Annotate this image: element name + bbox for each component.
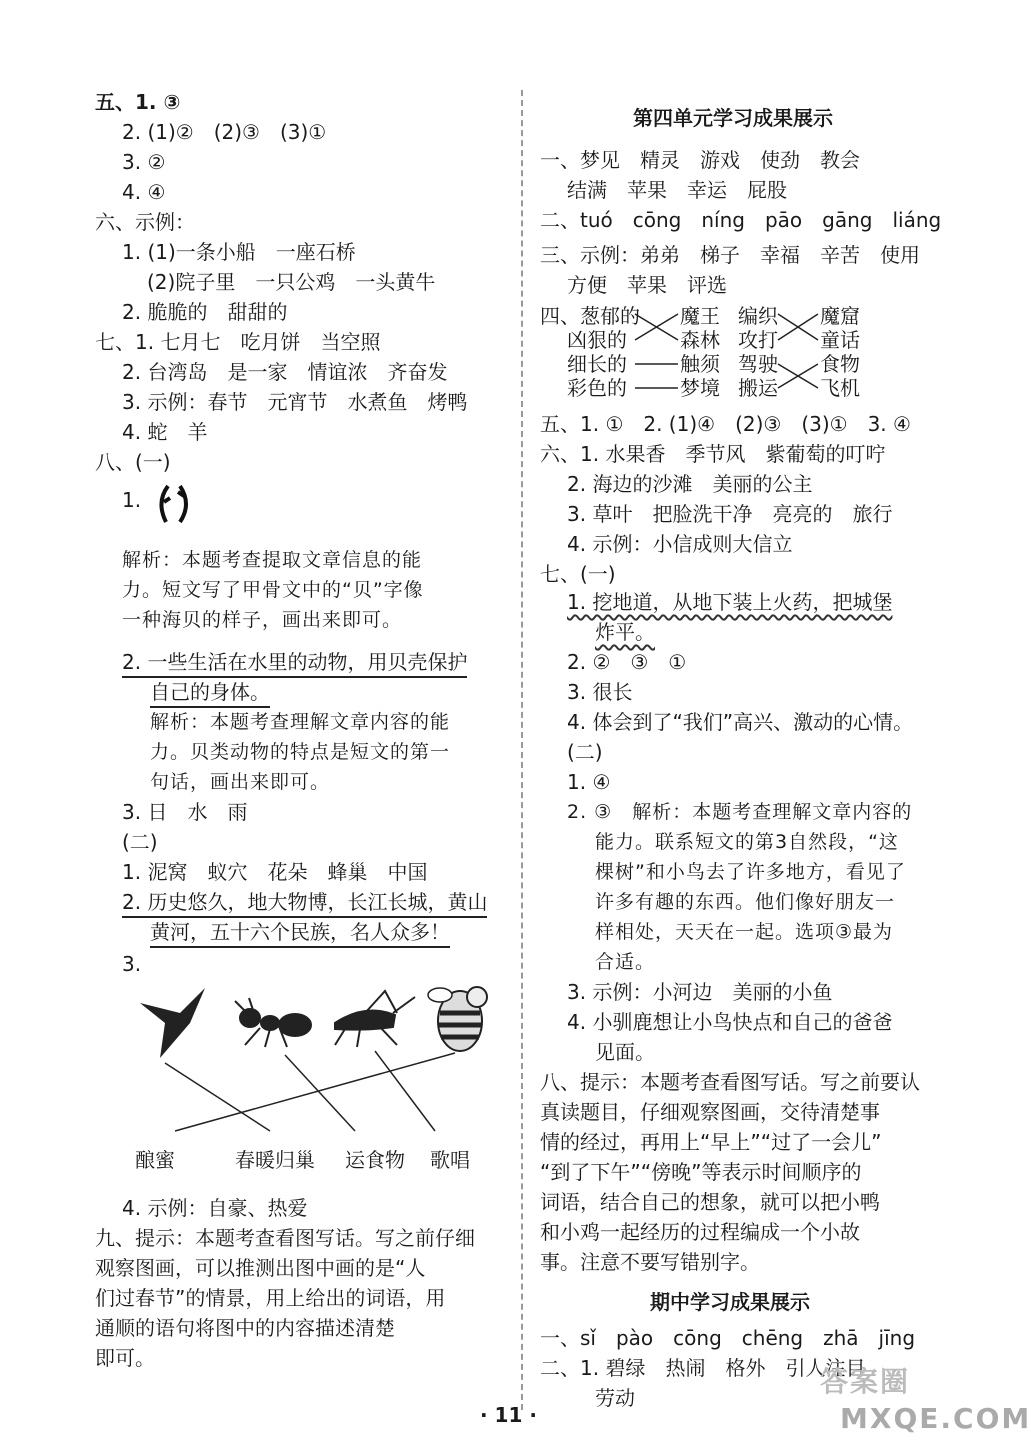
bee-icon <box>428 987 487 1051</box>
u4-s7-p2-q2f: 合适。 <box>595 951 656 973</box>
u4-s4-r3r: 食物 <box>820 352 860 376</box>
midterm-title: 期中学习成果展示 <box>650 1290 810 1314</box>
u4-s7-p2-q2c: 棵树”和小鸟去了许多地方，看见了 <box>595 861 906 883</box>
section-8-p2-q2b: 黄河，五十六个民族，名人众多！ <box>150 920 450 948</box>
u4-s8-b: 真读题目，仔细观察图画，交待清楚事 <box>540 1100 880 1124</box>
section-6-q1b: (2)院子里 一只公鸡 一头黄牛 <box>147 270 436 294</box>
section-9-a: 九、提示：本题考查看图写话。写之前仔细 <box>95 1226 475 1250</box>
u4-s4-r1r: 魔窟 <box>820 304 860 328</box>
section-8-analysis2c: 句话，画出来即可。 <box>150 771 331 793</box>
watermark-logo: 答案圈 <box>820 1365 911 1398</box>
u4-s8-d: “到了下午”“傍晚”等表示时间顺序的 <box>540 1160 862 1184</box>
section-7-q4: 4. 蛇 羊 <box>122 420 208 444</box>
u4-s7-p2-q2a: 2. ③ 解析：本题考查理解文章内容的 <box>567 801 913 823</box>
u4-s8-c: 情的经过，再用上“早上”“过了一会儿” <box>540 1130 882 1154</box>
section-5-q3: 3. ② <box>122 150 166 174</box>
watermark-url: MXQE.COM <box>840 1402 1031 1435</box>
u4-s7-q1a: 1. 挖地道，从地下装上火药，把城堡 <box>567 590 893 614</box>
match-label-1: 春暖归巢 <box>235 1148 315 1172</box>
u4-s6-q4: 4. 示例：小信成则大信立 <box>567 532 793 556</box>
u4-s8-g: 事。注意不要写错别字。 <box>540 1250 760 1274</box>
u4-s2-pinyin: 二、tuó cōng níng pāo gāng liáng <box>540 208 942 232</box>
section-6-head: 六、示例： <box>95 210 195 234</box>
page-number: · 11 · <box>480 1403 537 1427</box>
section-6-q1: 1. (1)一条小船 一座石桥 <box>122 240 356 264</box>
u4-s4-r4: 搬运 <box>738 376 778 400</box>
u4-s6-q2: 2. 海边的沙滩 美丽的公主 <box>567 472 813 496</box>
mid-s2-q1b: 劳动 <box>595 1386 635 1410</box>
section-8-part2: (二) <box>122 830 158 854</box>
u4-s7-p2-q2d: 许多有趣的东西。他们像好朋友一 <box>595 891 896 913</box>
u4-s4-l4r: 梦境 <box>680 376 720 400</box>
ant-icon <box>235 998 311 1047</box>
u4-s8-f: 和小鸡一起经历的过程编成一个小故 <box>540 1220 860 1244</box>
section-7-q2: 2. 台湾岛 是一家 情谊浓 齐奋发 <box>122 360 448 384</box>
section-8-p2-q1: 1. 泥窝 蚁穴 花朵 蜂巢 中国 <box>122 860 428 884</box>
section-8-head: 八、(一) <box>95 450 171 474</box>
match-line-bee <box>175 1053 455 1131</box>
match-line-ant <box>285 1055 355 1131</box>
u4-s4-l4: 彩色的 <box>567 376 627 400</box>
u4-s7-q1b: 炸平。 <box>595 620 655 644</box>
u4-s1-a: 一、梦见 精灵 游戏 使劲 教会 <box>540 148 860 172</box>
match-line-cricket <box>375 1051 435 1131</box>
u4-s4-l3: 细长的 <box>567 352 627 376</box>
u4-s7-q3: 3. 很长 <box>567 680 633 704</box>
u4-s4-l2: 凶狠的 <box>567 328 627 352</box>
u4-s6-q1: 六、1. 水果香 季节风 紫葡萄的叮咛 <box>540 442 886 466</box>
section-8-analysis2b: 力。贝类动物的特点是短文的第一 <box>150 741 451 763</box>
section-8-p2-q2a: 2. 历史悠久，地大物博，长江长城，黄山 <box>122 890 487 918</box>
section-8-p2-q3: 3. <box>122 952 142 976</box>
section-5-q1: 五、1. ③ <box>95 90 181 114</box>
u4-s4-l2r: 森林 <box>680 328 720 352</box>
u4-s7-p2-q4b: 见面。 <box>595 1040 655 1064</box>
u4-s7-part2: (二) <box>567 740 603 764</box>
u4-s7-p2-q4a: 4. 小驯鹿想让小鸟快点和自己的爸爸 <box>567 1010 893 1034</box>
section-7-q3: 3. 示例：春节 元宵节 水煮鱼 烤鸭 <box>122 390 468 414</box>
u4-s4-l3r: 触须 <box>680 352 720 376</box>
u4-s4-r4r: 飞机 <box>820 376 860 400</box>
u4-s4-r2: 攻打 <box>738 328 778 352</box>
section-9-b: 观察图画，可以推测出图中画的是“人 <box>95 1256 426 1280</box>
u4-s3-b: 方便 苹果 评选 <box>567 273 727 297</box>
u4-s5: 五、1. ① 2. (1)④ (2)③ (3)① 3. ④ <box>540 412 911 436</box>
u4-s7-p2-q2e: 样相处，天天在一起。选项③最为 <box>595 921 894 943</box>
section-9-e: 即可。 <box>95 1346 155 1370</box>
u4-s4-l1: 四、葱郁的 <box>540 304 640 328</box>
u4-s8-e: 词语，结合自己的想象，就可以把小鸭 <box>540 1190 880 1214</box>
u4-s4-l1r: 魔王 <box>680 304 720 328</box>
section-8-analysis1a: 解析：本题考查提取文章信息的能 <box>122 549 423 571</box>
swallow-icon <box>140 988 205 1058</box>
section-8-analysis2a: 解析：本题考查理解文章内容的能 <box>150 711 451 733</box>
u4-s6-q3: 3. 草叶 把脸洗干净 亮亮的 旅行 <box>567 502 893 526</box>
mid-s1-pinyin: 一、sǐ pào cōng chēng zhā jīng <box>540 1326 916 1350</box>
match-line-swallow <box>165 1063 270 1131</box>
section-8-q3: 3. 日 水 雨 <box>122 800 248 824</box>
u4-s4-match-lines <box>630 302 870 402</box>
cricket-icon <box>335 991 415 1047</box>
section-9-d: 通顺的语句将图中的内容描述清楚 <box>95 1316 395 1340</box>
u4-s1-b: 结满 苹果 幸运 屁股 <box>567 178 787 202</box>
section-8-analysis1b: 力。短文写了甲骨文中的“贝”字像 <box>122 579 424 601</box>
section-8-q2b: 自己的身体。 <box>150 680 270 708</box>
unit4-title: 第四单元学习成果展示 <box>633 106 833 130</box>
u4-s7-p2-q1: 1. ④ <box>567 770 611 794</box>
u4-s7-p2-q3: 3. 示例：小河边 美丽的小鱼 <box>567 980 833 1004</box>
section-8-q2a: 2. 一些生活在水里的动物，用贝壳保护 <box>122 650 467 678</box>
section-6-q2: 2. 脆脆的 甜甜的 <box>122 300 288 324</box>
column-divider <box>521 90 523 1410</box>
section-8-q1: 1. <box>122 488 142 512</box>
section-5-q2: 2. (1)② (2)③ (3)① <box>122 120 327 144</box>
section-7-q1: 七、1. 七月七 吃月饼 当空照 <box>95 330 381 354</box>
section-8-p2-q4: 4. 示例：自豪、热爱 <box>122 1196 308 1220</box>
section-5-q4: 4. ④ <box>122 180 166 204</box>
section-8-analysis1c: 一种海贝的样子，画出来即可。 <box>122 609 403 631</box>
u4-s7-q4: 4. 体会到了“我们”高兴、激动的心情。 <box>567 710 914 734</box>
u4-s4-r1: 编织 <box>738 304 778 328</box>
mid-s2-q1a: 二、1. 碧绿 热闹 格外 引人注目 <box>540 1356 866 1380</box>
match-label-3: 歌唱 <box>430 1148 470 1172</box>
u4-s7-q2: 2. ② ③ ① <box>567 650 687 674</box>
u4-s3-a: 三、示例：弟弟 梯子 幸福 辛苦 使用 <box>540 243 920 267</box>
animal-matching-figure <box>135 983 505 1143</box>
shell-glyph-drawing <box>150 480 200 530</box>
u4-s7-head: 七、(一) <box>540 562 616 586</box>
section-9-c: 们过春节”的情景，用上给出的词语，用 <box>95 1286 446 1310</box>
u4-s7-p2-q2b: 能力。联系短文的第3自然段，“这 <box>595 831 899 853</box>
u4-s8-a: 八、提示：本题考查看图写话。写之前要认 <box>540 1070 920 1094</box>
match-label-0: 酿蜜 <box>135 1148 175 1172</box>
match-label-2: 运食物 <box>345 1148 405 1172</box>
u4-s4-r2r: 童话 <box>820 328 860 352</box>
u4-s4-r3: 驾驶 <box>738 352 778 376</box>
